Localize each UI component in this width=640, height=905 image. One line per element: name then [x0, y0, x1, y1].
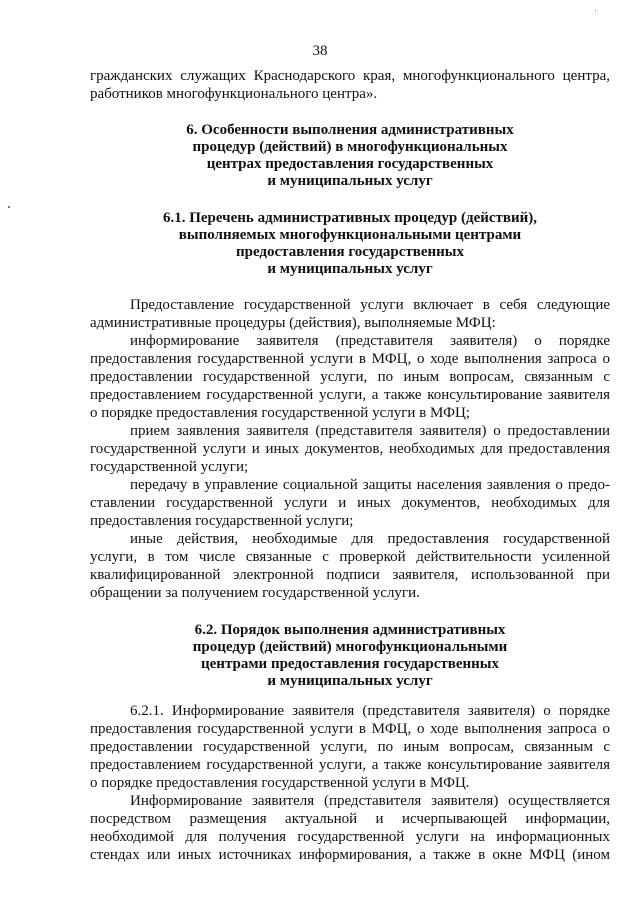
- paragraph-line: гражданских служащих Краснодарского края, многофункционального центра,: [90, 68, 610, 84]
- paragraph-line: стендах или иных источниках информирования, а также в окне МФЦ (ином: [90, 847, 610, 863]
- paragraph-line: о порядке предоставления государственной услуги в МФЦ.: [90, 775, 470, 791]
- paragraph-line: квалифицированной электронной подписи заявителя, использованной при: [90, 567, 610, 583]
- page-number: 38: [312, 43, 328, 59]
- paragraph-line: иные действия, необходимые для предоставления государственной: [130, 531, 610, 547]
- paragraph-line: предоставления государственной услуги;: [90, 513, 354, 529]
- section-heading-6: [90, 122, 610, 190]
- heading-line: и муниципальных услуг: [267, 673, 433, 689]
- paragraph-line: услуги, в том числе связанные с проверкой действительности усиленной: [90, 549, 610, 565]
- heading-line: предоставления государственных: [235, 244, 465, 260]
- paragraph-line: государственной услуги;: [90, 459, 249, 475]
- heading-line: центрами предоставления государственных: [201, 656, 499, 672]
- section-heading-6-1: [90, 210, 610, 278]
- heading-line: процедур (действий) в многофункциональных: [192, 139, 508, 155]
- paragraph-line: предоставлении государственной услуги, по иным вопросам, связанным с: [90, 739, 610, 755]
- paragraph-line: прием заявления заявителя (представителя заявителя) о предоставлении: [130, 423, 610, 439]
- paragraph-line: 6.2.1. Информирование заявителя (представителя заявителя) о порядке: [130, 703, 610, 719]
- heading-line: и муниципальных услуг: [267, 261, 433, 277]
- heading-line: и муниципальных услуг: [267, 173, 433, 189]
- paragraph-line: предоставлении государственной услуги, по иным вопросам, связанным с: [90, 369, 610, 385]
- heading-line: процедур (действий) многофункциональными: [192, 639, 508, 655]
- heading-line: выполняемых многофункциональными центрами: [178, 227, 522, 243]
- paragraph-line: административные процедуры (действия), выполняемые МФЦ:: [90, 315, 496, 331]
- paragraph-line: предоставления государственной услуги в МФЦ, о ходе выполнения запроса о: [90, 721, 610, 737]
- heading-line: 6. Особенности выполнения административных: [186, 122, 514, 138]
- paragraph-line: посредством размещения актуальной и исчерпывающей информации,: [90, 811, 610, 827]
- paragraph-line: обращении за получением государственной услуги.: [90, 585, 420, 601]
- heading-line: центрах предоставления государственных: [206, 156, 494, 172]
- paragraph-line: Предоставление государственной услуги включает в себя следующие: [130, 297, 610, 313]
- paragraph-line: работников многофункционального центра».: [90, 86, 378, 102]
- heading-line: 6.2. Порядок выполнения административных: [194, 622, 506, 638]
- paragraph-line: о порядке предоставления государственной услуги в МФЦ;: [90, 405, 470, 421]
- paragraph-line: ставлении государственной услуги и иных документов, необходимых для: [90, 495, 610, 511]
- paragraph-line: предоставления государственной услуги в МФЦ, о ходе выполнения запроса о: [90, 351, 610, 367]
- paragraph-line: предоставлением государственной услуги, а также консультирование заявителя: [90, 387, 610, 403]
- scan-speck: [8, 206, 10, 208]
- paragraph-line: государственной услуги и иных документов, необходимых для предоставления: [90, 441, 610, 457]
- paragraph-line: Информирование заявителя (представителя заявителя) осуществляется: [130, 793, 610, 809]
- paragraph-line: передачу в управление социальной защиты населения заявления о предо-: [130, 477, 610, 493]
- scan-speck: [595, 10, 596, 11]
- heading-line: 6.1. Перечень административных процедур (действий),: [162, 210, 538, 226]
- paragraph-line: предоставлением государственной услуги, а также консультирование заявителя: [90, 757, 610, 773]
- paragraph-line: необходимой для получения государственной услуги на информационных: [90, 829, 610, 845]
- paragraph-line: информирование заявителя (представителя заявителя) о порядке: [130, 333, 610, 349]
- section-heading-6-2: [90, 622, 610, 690]
